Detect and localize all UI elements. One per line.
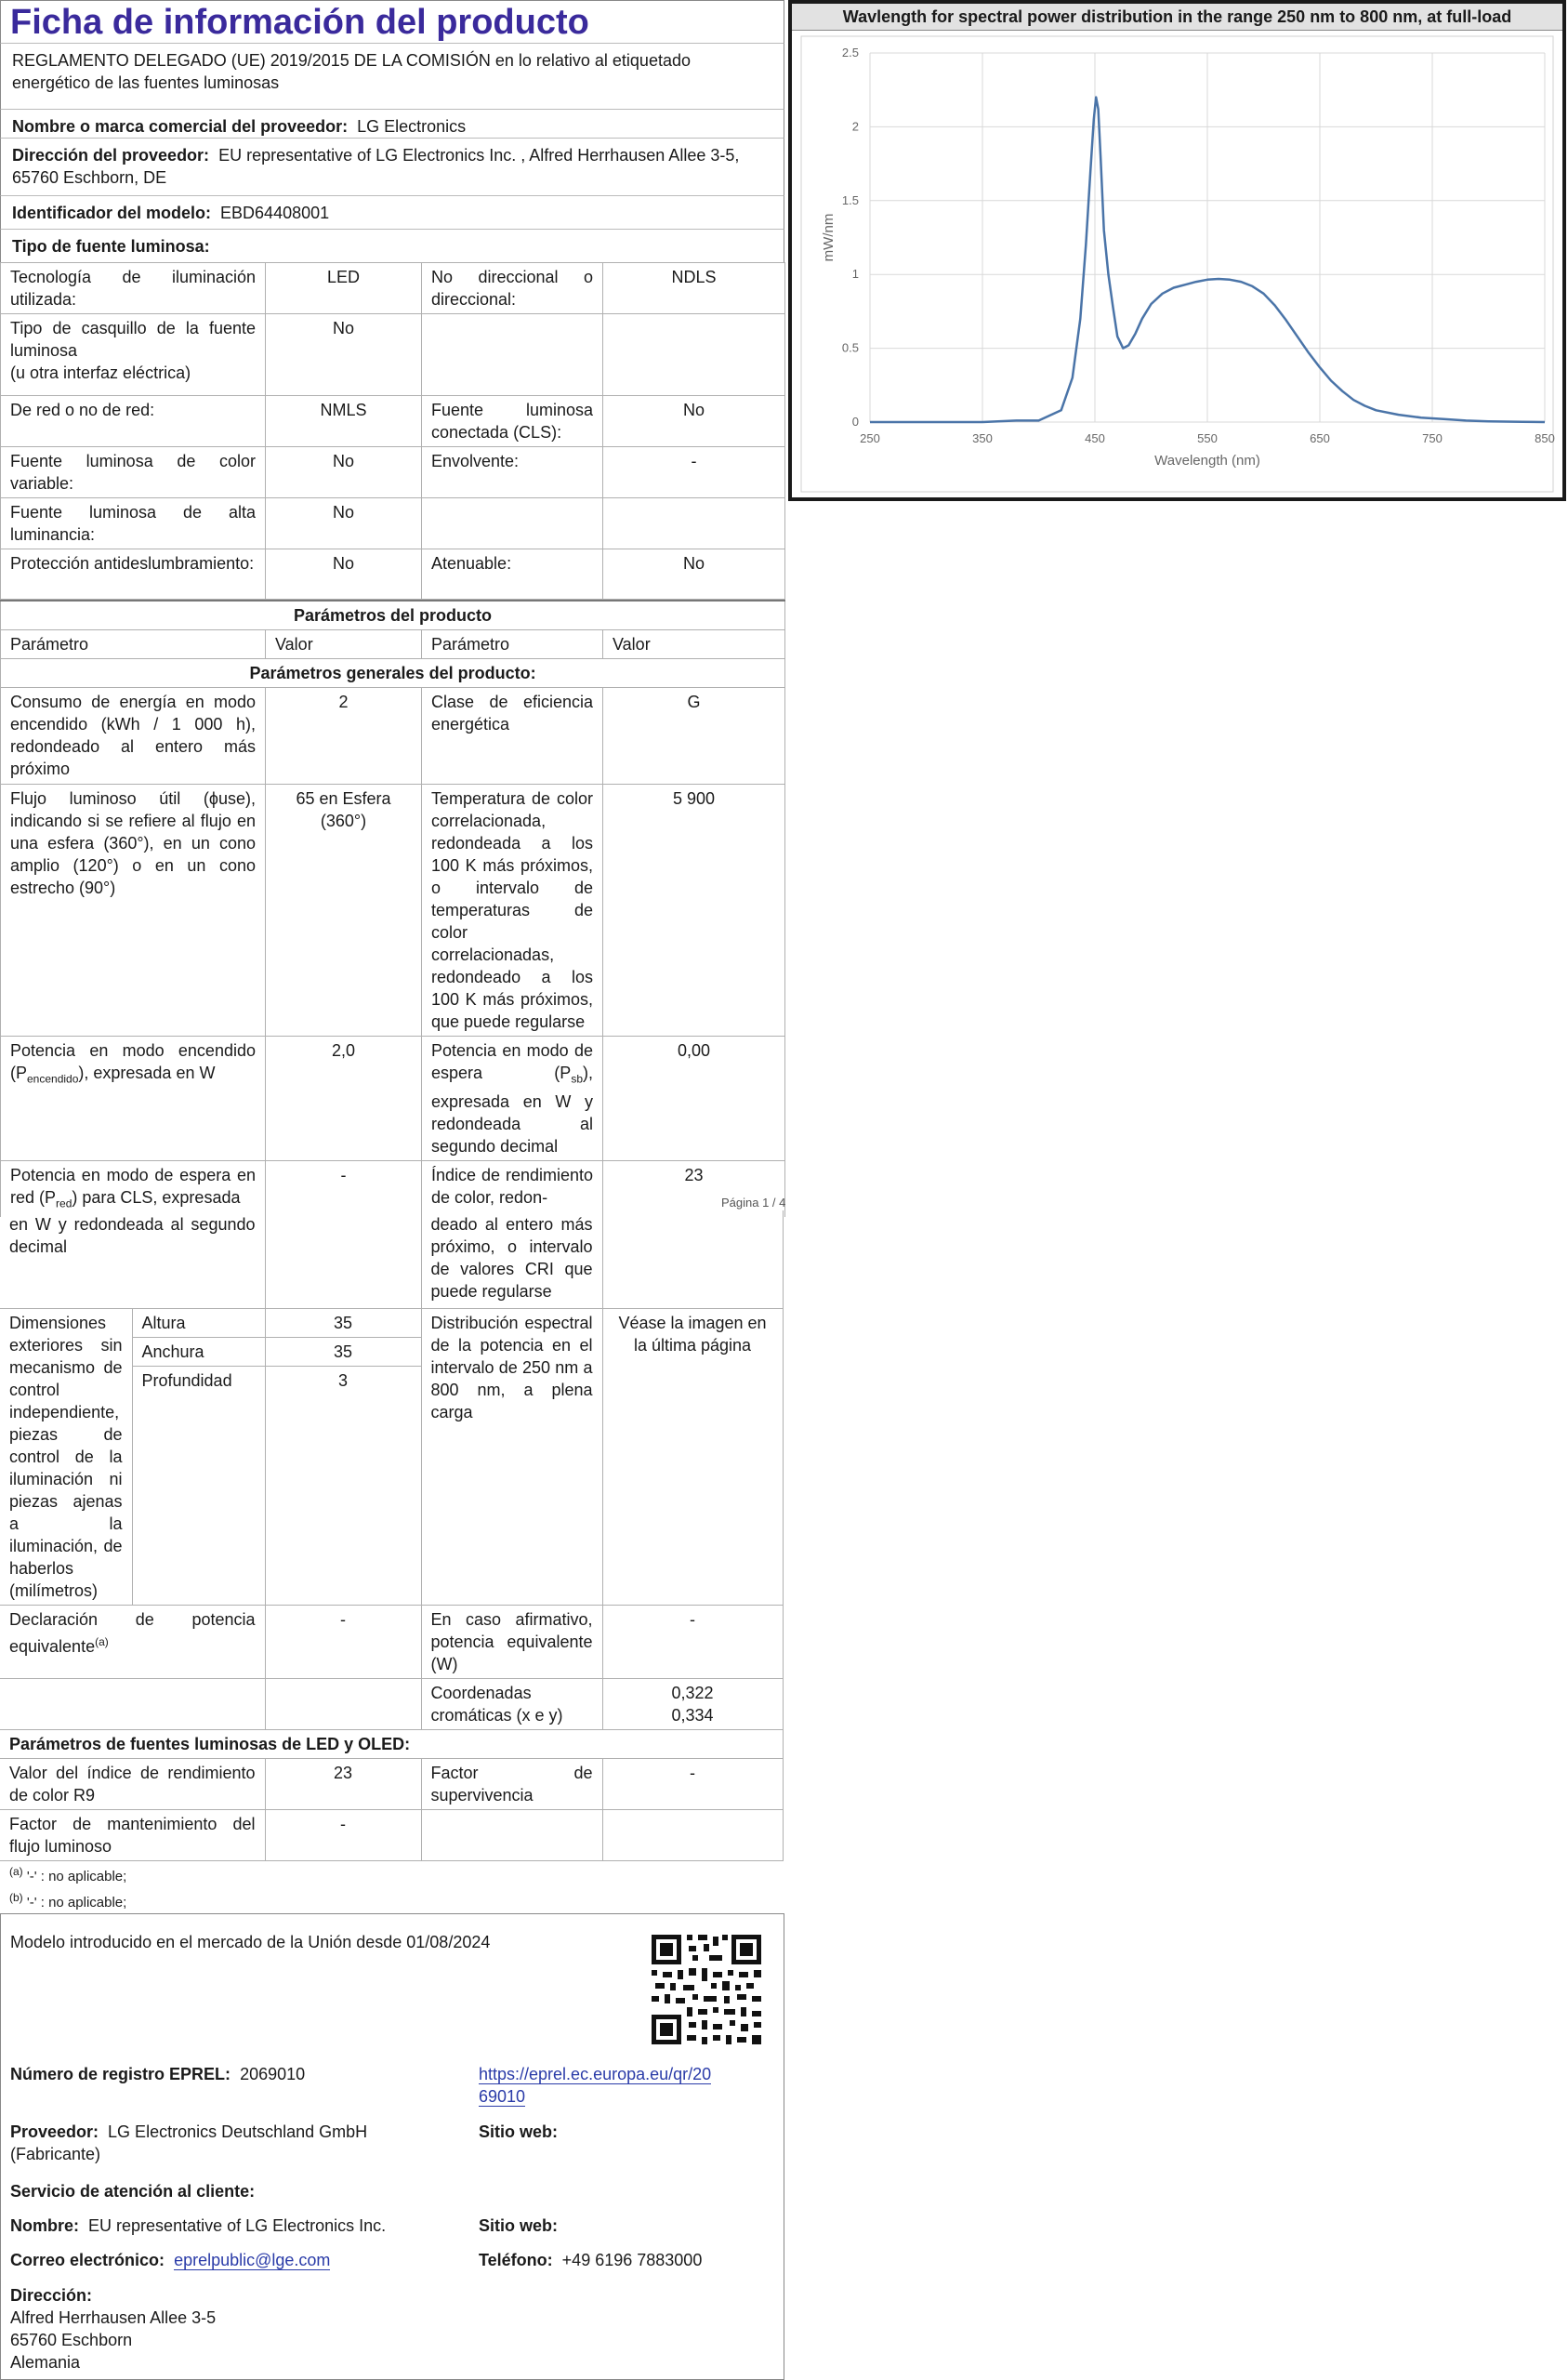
supplier-info [10,2121,447,2165]
empty-cell [602,1809,783,1860]
product-info-sheet [0,0,784,1217]
cri-value: 23 [603,1160,785,1217]
spd-value: Véase la imagen en la última página [602,1308,783,1605]
height-value: 35 [265,1308,421,1337]
email-row [10,2249,330,2271]
spd-label: Distribución espectral de la potencia en el intervalo de 250 nm a 800 nm, a plena carga [421,1308,602,1605]
depth-value: 3 [265,1366,421,1605]
directional-value: NDLS [603,263,785,314]
cap-sub: (u otra interfaz eléctrica) [10,364,191,382]
eprel-link[interactable]: https://eprel.ec.europa.eu/qr/20 69010 [479,2065,712,2106]
params-section-title: Parámetros del producto [1,601,785,630]
eprel-row [10,2063,305,2085]
glare-label: Protección antideslumbramiento: [1,549,266,600]
high-luminance-value: No [266,498,422,549]
energy-label: Consumo de energía en modo encendido (kWh / 1 000 h), redondeado al entero más próximo [1,688,266,785]
y-axis-label: mW/nm [821,213,837,262]
chart-area-border [801,36,1553,492]
empty-cell [602,1210,783,1308]
x-tick-label: 750 [1422,431,1443,445]
survival-value: - [602,1758,783,1809]
mains-value: NMLS [266,396,422,447]
source-type-label: Tipo de fuente luminosa: [12,237,210,256]
params-continued-table [0,1210,784,1861]
colour-label: Fuente luminosa de color variable: [1,447,266,498]
x-tick-label: 650 [1310,431,1330,445]
y-tick-label: 2 [851,119,859,134]
supplier-info-label: Proveedor: [10,2122,99,2141]
product-params-table [0,600,785,1217]
on-power-value: 2,0 [266,1037,422,1161]
source-type-table [0,262,785,600]
empty-cell [422,314,603,396]
supplier-info-value: LG Electronics Deutschland GmbH (Fabricante) [10,2122,368,2163]
email-link[interactable]: eprelpublic@lge.com [174,2251,331,2269]
supplier-value: LG Electronics [357,117,467,136]
eprel-label: Número de registro EPREL: [10,2065,231,2083]
address-row [0,138,784,195]
email-label: Correo electrónico: [10,2251,165,2269]
equiv-w-value: - [602,1605,783,1678]
spd-chart-frame [788,0,1566,501]
x-tick-label: 850 [1535,431,1555,445]
standby-power-label: Potencia en modo de espera $(P_{sb})$, expresada en W y redondeada al segundo decimal [422,1037,603,1161]
source-type-row [0,229,784,262]
general-params-title: Parámetros generales del producto: [1,659,785,688]
r9-label: Valor del índice de rendimiento de color R9 [0,1758,265,1809]
address-line: Alemania [10,2353,81,2372]
introduced-date: Modelo introducido en el mercado de la Unión desde 01/08/2024 [10,1933,491,1951]
mains-label: De red o no de red: [1,396,266,447]
address-block-label: Dirección: [10,2286,93,2305]
footnote-a: $^{(a)}$ '-' : no aplicable; [9,1864,127,1884]
chroma-label: Coordenadas cromáticas (x e y) [421,1678,602,1729]
chroma-value: 0,322 0,334 [602,1678,783,1729]
qr-code-icon[interactable] [650,1933,763,2046]
on-power-label: Potencia en modo encendido $(P_{encendido})$, expresada en W [1,1037,266,1161]
column-header: Valor [603,630,785,659]
led-params-title: Parámetros de fuentes luminosas de LED y OLED: [0,1729,783,1758]
column-header: Parámetro [422,630,603,659]
page-number: Página 1 / 4 [721,1196,786,1210]
contact-name-row [10,2215,386,2237]
equiv-w-label: En caso afirmativo, potencia equivalente (W) [421,1605,602,1678]
address-line: Alfred Herrhausen Allee 3-5 [10,2308,217,2327]
standby-power-value: 0,00 [603,1037,785,1161]
flux-label: Flujo luminoso útil (ϕuse), indicando si se refiere al flujo en una esfera (360°), en un cono amplio (120°) o en un cono estrecho (90°) [1,785,266,1037]
model-label: Identificador del modelo: [12,204,212,222]
tech-label: Tecnología de iluminación utilizada: [1,263,266,314]
eprel-number: 2069010 [240,2065,306,2083]
x-tick-label: 550 [1197,431,1218,445]
survival-label: Factor de supervivencia [421,1758,602,1809]
network-standby-value: - [266,1160,422,1217]
y-tick-label: 1 [851,267,859,282]
y-tick-label: 1.5 [841,192,859,207]
maintenance-label: Factor de mantenimiento del flujo luminoso [0,1809,265,1860]
y-tick-label: 0.5 [841,340,859,355]
network-standby-label: Potencia en modo de espera en red $(P_{red})$ para CLS, expresada [1,1160,266,1217]
cap-value: No [266,314,422,396]
model-row [0,195,784,229]
x-tick-label: 450 [1085,431,1105,445]
equiv-value: - [265,1605,421,1678]
empty-cell [265,1678,421,1729]
column-header: Valor [266,630,422,659]
y-tick-label: 2.5 [841,46,859,60]
envelope-value: - [603,447,785,498]
cls-value: No [603,396,785,447]
dimmable-value: No [603,549,785,600]
contact-name-value: EU representative of LG Electronics Inc. [88,2216,387,2235]
empty-cell [603,314,785,396]
cap-label: Tipo de casquillo de la fuente luminosa [10,319,256,360]
cct-label: Temperatura de color correlacionada, redondeada a los 100 K más próximos, o intervalo de temperaturas de color correlacionadas, redondeado a los 100 K más próximos, que puede regularse [422,785,603,1037]
empty-cell [0,1678,265,1729]
address-label: Dirección del proveedor: [12,146,210,165]
flux-value: 65 en Esfera (360°) [266,785,422,1037]
empty-cell [422,498,603,549]
maintenance-value: - [265,1809,421,1860]
colour-value: No [266,447,422,498]
address-line: 65760 Eschborn [10,2331,133,2349]
page-title: Ficha de información del producto [0,0,784,43]
dims-label: Dimensiones exteriores sin mecanismo de control independiente, piezas de control de la iluminación ni piezas ajenas a la iluminación, de haberlos (milímetros) [0,1308,132,1605]
depth-label: Profundidad [132,1366,265,1605]
y-tick-label: 0 [851,415,859,429]
empty-cell [603,498,785,549]
spd-chart [792,31,1562,498]
width-label: Anchura [132,1337,265,1366]
website-label-2: Sitio web: [479,2216,558,2235]
regulation-text: REGLAMENTO DELEGADO (UE) 2019/2015 DE LA COMISIÓN en lo relativo al etiquetado energético de las fuentes luminosas [0,43,784,109]
footnote-b: $^{(b)}$ '-' : no aplicable; [9,1890,127,1911]
directional-label: No direccional o direccional: [422,263,603,314]
supplier-label: Nombre o marca comercial del proveedor: [12,117,349,136]
cls-label: Fuente luminosa conectada (CLS): [422,396,603,447]
product-params-continued [0,1210,784,1913]
width-value: 35 [265,1337,421,1366]
chart-title: Wavlength for spectral power distribution in the range 250 nm to 800 nm, at full-load [792,4,1562,31]
dimmable-label: Atenuable: [422,549,603,600]
equiv-label: Declaración de potencia equivalente$^{(a)}$ [0,1605,265,1678]
model-value: EBD64408001 [220,204,330,222]
website-label: Sitio web: [479,2122,558,2141]
supplier-row [0,109,784,138]
cri-label-cont: deado al entero más próximo, o intervalo de valores CRI que puede regularse [421,1210,602,1308]
empty-cell [265,1210,421,1308]
phone-row [479,2249,702,2271]
address-block [10,2284,216,2373]
x-tick-label: 350 [972,431,993,445]
class-value: G [603,688,785,785]
r9-value: 23 [265,1758,421,1809]
cct-value: 5 900 [603,785,785,1037]
height-label: Altura [132,1308,265,1337]
address-value: EU representative of LG Electronics Inc. , Alfred Herrhausen Allee 3-5, 65760 Eschborn, DE [12,146,740,187]
x-tick-label: 250 [860,431,880,445]
class-label: Clase de eficiencia energética [422,688,603,785]
cap-cell [1,314,266,396]
tech-value: LED [266,263,422,314]
energy-value: 2 [266,688,422,785]
network-standby-label-cont: en W y redondeada al segundo decimal [0,1210,265,1308]
customer-service-title: Servicio de atención al cliente: [10,2182,256,2201]
envelope-label: Envolvente: [422,447,603,498]
high-luminance-label: Fuente luminosa de alta luminancia: [1,498,266,549]
cri-label: Índice de rendimiento de color, redon- [422,1160,603,1217]
registry-box [0,1913,784,2380]
empty-cell [421,1809,602,1860]
contact-name-label: Nombre: [10,2216,80,2235]
glare-value: No [266,549,422,600]
column-header: Parámetro [1,630,266,659]
phone-label: Teléfono: [479,2251,553,2269]
phone-value: +49 6196 7883000 [561,2251,703,2269]
x-axis-label: Wavelength (nm) [1154,453,1260,469]
